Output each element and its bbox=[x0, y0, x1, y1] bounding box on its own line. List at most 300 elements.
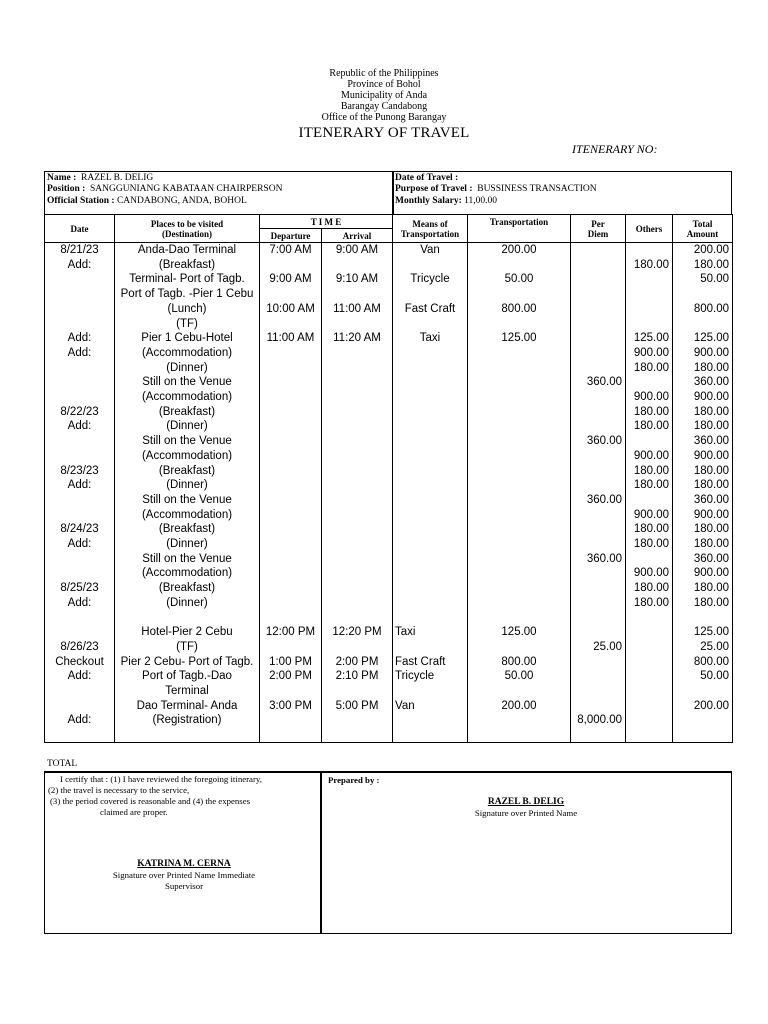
cell-transportation bbox=[468, 537, 571, 552]
cell-departure: 1:00 PM bbox=[260, 655, 322, 670]
cell-perdiem bbox=[571, 243, 626, 258]
header-municipality: Municipality of Anda bbox=[340, 90, 428, 101]
cell-others: 180.00 bbox=[626, 478, 673, 493]
cell-others bbox=[626, 552, 673, 567]
cell-transportation bbox=[468, 596, 571, 611]
cell-total: 900.00 bbox=[673, 508, 733, 523]
cell-transportation bbox=[468, 552, 571, 567]
cell-departure bbox=[260, 611, 322, 626]
cell-arrival bbox=[322, 640, 393, 655]
cell-place: (Breakfast) bbox=[115, 522, 260, 537]
cell-date bbox=[45, 317, 115, 332]
cell-total: 800.00 bbox=[673, 302, 733, 317]
cell-total bbox=[673, 684, 733, 699]
cell-arrival: 2:10 PM bbox=[322, 669, 393, 684]
cell-place: (Registration) bbox=[115, 713, 260, 728]
cell-means: Fast Craft bbox=[393, 655, 468, 670]
cell-means bbox=[393, 419, 468, 434]
cell-means bbox=[393, 405, 468, 420]
info-divider bbox=[392, 171, 394, 215]
cell-date bbox=[45, 434, 115, 449]
cell-date: 8/22/23 bbox=[45, 405, 115, 420]
cell-others bbox=[626, 243, 673, 258]
cell-means bbox=[393, 375, 468, 390]
cell-place: (Dinner) bbox=[115, 478, 260, 493]
cell-departure bbox=[260, 508, 322, 523]
table-row bbox=[45, 493, 733, 508]
cell-arrival: 9:10 AM bbox=[322, 272, 393, 287]
cell-place: (Lunch) bbox=[115, 302, 260, 317]
cell-empty bbox=[626, 728, 673, 743]
cell-perdiem: 360.00 bbox=[571, 434, 626, 449]
cell-departure bbox=[260, 596, 322, 611]
table-row bbox=[45, 713, 733, 728]
cell-total: 25.00 bbox=[673, 640, 733, 655]
cell-arrival bbox=[322, 522, 393, 537]
cell-others: 180.00 bbox=[626, 258, 673, 273]
cell-place: (Accommodation) bbox=[115, 346, 260, 361]
cell-transportation bbox=[468, 478, 571, 493]
col-means-line2: Transportation bbox=[400, 228, 460, 239]
cell-total: 900.00 bbox=[673, 566, 733, 581]
cell-perdiem bbox=[571, 537, 626, 552]
cell-means bbox=[393, 537, 468, 552]
cell-arrival bbox=[322, 317, 393, 332]
cell-means bbox=[393, 640, 468, 655]
cell-others bbox=[626, 713, 673, 728]
cell-total: 180.00 bbox=[673, 405, 733, 420]
cell-total: 360.00 bbox=[673, 552, 733, 567]
cell-others: 125.00 bbox=[626, 331, 673, 346]
cell-date: Add: bbox=[45, 258, 115, 273]
cell-arrival bbox=[322, 346, 393, 361]
cell-place: (Accommodation) bbox=[115, 508, 260, 523]
cell-place: (Accommodation) bbox=[115, 566, 260, 581]
table-row bbox=[45, 302, 733, 317]
cell-total: 800.00 bbox=[673, 655, 733, 670]
cell-departure bbox=[260, 346, 322, 361]
preparer-signature bbox=[322, 797, 730, 819]
cell-place: (Dinner) bbox=[115, 596, 260, 611]
cell-transportation bbox=[468, 419, 571, 434]
cell-place: (Dinner) bbox=[115, 537, 260, 552]
cell-means bbox=[393, 508, 468, 523]
cell-departure bbox=[260, 434, 322, 449]
cell-departure bbox=[260, 258, 322, 273]
cell-transportation bbox=[468, 464, 571, 479]
cell-perdiem bbox=[571, 655, 626, 670]
cell-place bbox=[115, 611, 260, 626]
cell-perdiem bbox=[571, 522, 626, 537]
table-row bbox=[45, 625, 733, 640]
table-row bbox=[45, 640, 733, 655]
cell-total: 125.00 bbox=[673, 625, 733, 640]
cell-means bbox=[393, 611, 468, 626]
cell-transportation bbox=[468, 640, 571, 655]
cell-departure bbox=[260, 713, 322, 728]
cell-date bbox=[45, 272, 115, 287]
cell-means bbox=[393, 258, 468, 273]
cell-date bbox=[45, 361, 115, 376]
salary-row bbox=[395, 196, 497, 208]
cell-means bbox=[393, 287, 468, 302]
table-row bbox=[45, 611, 733, 626]
cell-date: Add: bbox=[45, 713, 115, 728]
cell-means bbox=[393, 464, 468, 479]
cell-perdiem bbox=[571, 508, 626, 523]
cell-perdiem bbox=[571, 625, 626, 640]
prepared-by-label: Prepared by : bbox=[328, 775, 380, 785]
col-departure: Departure bbox=[260, 229, 322, 243]
cell-others bbox=[626, 287, 673, 302]
cell-place: (TF) bbox=[115, 640, 260, 655]
cell-others bbox=[626, 317, 673, 332]
table-row bbox=[45, 449, 733, 464]
cell-transportation: 200.00 bbox=[468, 699, 571, 714]
cell-others bbox=[626, 611, 673, 626]
cell-transportation: 50.00 bbox=[468, 669, 571, 684]
cell-place: Port of Tagb.-Dao bbox=[115, 669, 260, 684]
cell-others: 900.00 bbox=[626, 508, 673, 523]
cell-departure: 11:00 AM bbox=[260, 331, 322, 346]
cell-perdiem bbox=[571, 464, 626, 479]
header-barangay: Barangay Candabong bbox=[340, 101, 428, 112]
cell-departure bbox=[260, 390, 322, 405]
cell-date bbox=[45, 287, 115, 302]
cell-transportation bbox=[468, 317, 571, 332]
cell-means bbox=[393, 596, 468, 611]
cell-place: (Dinner) bbox=[115, 361, 260, 376]
document-title: ITENERARY OF TRAVEL bbox=[298, 125, 470, 141]
cell-date: Add: bbox=[45, 669, 115, 684]
cell-others: 900.00 bbox=[626, 449, 673, 464]
cell-departure bbox=[260, 537, 322, 552]
table-row bbox=[45, 361, 733, 376]
cell-perdiem bbox=[571, 331, 626, 346]
cell-departure bbox=[260, 375, 322, 390]
cell-arrival bbox=[322, 596, 393, 611]
cell-means bbox=[393, 434, 468, 449]
position-label: Position : bbox=[47, 184, 86, 194]
cell-perdiem bbox=[571, 611, 626, 626]
cell-date: Add: bbox=[45, 596, 115, 611]
cell-transportation bbox=[468, 713, 571, 728]
cell-perdiem bbox=[571, 699, 626, 714]
table-row bbox=[45, 699, 733, 714]
cell-arrival bbox=[322, 581, 393, 596]
table-row bbox=[45, 552, 733, 567]
certification-line3: (3) the period covered is reasonable and (4) the expenses bbox=[50, 796, 251, 806]
cell-place: Hotel-Pier 2 Cebu bbox=[115, 625, 260, 640]
col-time: T I M E bbox=[260, 215, 393, 229]
cell-perdiem bbox=[571, 581, 626, 596]
cell-perdiem bbox=[571, 449, 626, 464]
col-perdiem-line2: Diem bbox=[587, 228, 609, 239]
cell-arrival: 12:20 PM bbox=[322, 625, 393, 640]
col-date: Date bbox=[45, 215, 115, 243]
cell-date: Add: bbox=[45, 537, 115, 552]
cell-others bbox=[626, 655, 673, 670]
cell-arrival: 9:00 AM bbox=[322, 243, 393, 258]
station-row bbox=[47, 196, 247, 208]
date-row bbox=[395, 173, 458, 185]
cell-departure bbox=[260, 464, 322, 479]
cell-arrival: 11:20 AM bbox=[322, 331, 393, 346]
cell-departure: 10:00 AM bbox=[260, 302, 322, 317]
cell-total: 200.00 bbox=[673, 699, 733, 714]
cell-departure: 3:00 PM bbox=[260, 699, 322, 714]
cell-place: Still on the Venue bbox=[115, 434, 260, 449]
cell-total bbox=[673, 287, 733, 302]
station-label: Official Station : bbox=[47, 196, 115, 206]
cell-total: 180.00 bbox=[673, 596, 733, 611]
cell-others: 180.00 bbox=[626, 581, 673, 596]
name-value: RAZEL B. DELIG bbox=[81, 173, 154, 183]
header-republic: Republic of the Philippines bbox=[329, 68, 439, 79]
cell-transportation bbox=[468, 684, 571, 699]
cell-transportation: 50.00 bbox=[468, 272, 571, 287]
supervisor-signature bbox=[48, 859, 320, 892]
cell-transportation bbox=[468, 287, 571, 302]
cell-arrival bbox=[322, 449, 393, 464]
cell-total: 360.00 bbox=[673, 493, 733, 508]
cell-departure: 9:00 AM bbox=[260, 272, 322, 287]
table-row bbox=[45, 287, 733, 302]
total-label: TOTAL bbox=[47, 759, 78, 769]
date-label: Date of Travel : bbox=[395, 173, 459, 183]
cell-place: Still on the Venue bbox=[115, 375, 260, 390]
cell-total bbox=[673, 713, 733, 728]
cell-others: 900.00 bbox=[626, 566, 673, 581]
cell-date bbox=[45, 493, 115, 508]
supervisor-caption-2: Supervisor bbox=[164, 881, 204, 891]
cell-empty bbox=[468, 728, 571, 743]
cell-transportation: 125.00 bbox=[468, 625, 571, 640]
cell-perdiem bbox=[571, 346, 626, 361]
cell-date bbox=[45, 552, 115, 567]
cell-total: 180.00 bbox=[673, 522, 733, 537]
cell-date: 8/24/23 bbox=[45, 522, 115, 537]
cell-arrival: 2:00 PM bbox=[322, 655, 393, 670]
cell-perdiem: 25.00 bbox=[571, 640, 626, 655]
cell-arrival bbox=[322, 684, 393, 699]
col-total-line2: Amount bbox=[686, 228, 719, 239]
cell-means bbox=[393, 317, 468, 332]
col-arrival: Arrival bbox=[322, 229, 393, 243]
purpose-row bbox=[395, 184, 597, 196]
cell-others bbox=[626, 493, 673, 508]
cell-perdiem bbox=[571, 272, 626, 287]
cell-arrival bbox=[322, 258, 393, 273]
cell-total: 200.00 bbox=[673, 243, 733, 258]
cell-total bbox=[673, 611, 733, 626]
cell-others: 180.00 bbox=[626, 464, 673, 479]
cell-date bbox=[45, 390, 115, 405]
cell-total: 180.00 bbox=[673, 464, 733, 479]
cell-departure bbox=[260, 581, 322, 596]
cell-total: 125.00 bbox=[673, 331, 733, 346]
cell-date bbox=[45, 302, 115, 317]
col-places-line2: (Destination) bbox=[162, 228, 212, 239]
cell-date: Add: bbox=[45, 331, 115, 346]
table-row bbox=[45, 581, 733, 596]
cell-arrival bbox=[322, 405, 393, 420]
cell-means: Tricycle bbox=[393, 272, 468, 287]
purpose-value: BUSSINESS TRANSACTION bbox=[477, 184, 597, 194]
cell-perdiem bbox=[571, 419, 626, 434]
cell-empty bbox=[260, 728, 322, 743]
cell-means bbox=[393, 581, 468, 596]
table-row bbox=[45, 464, 733, 479]
cell-means: Van bbox=[393, 243, 468, 258]
cell-place: (TF) bbox=[115, 317, 260, 332]
col-perdiem-line1: Per bbox=[591, 218, 605, 229]
position-row bbox=[47, 184, 282, 196]
cell-arrival bbox=[322, 713, 393, 728]
cell-arrival bbox=[322, 537, 393, 552]
cell-means bbox=[393, 552, 468, 567]
cell-date bbox=[45, 375, 115, 390]
cell-perdiem bbox=[571, 287, 626, 302]
table-row bbox=[45, 331, 733, 346]
cell-others: 180.00 bbox=[626, 596, 673, 611]
cell-place: Pier 1 Cebu-Hotel bbox=[115, 331, 260, 346]
col-total bbox=[673, 215, 733, 243]
header-office: Office of the Punong Barangay bbox=[321, 112, 447, 123]
cell-arrival: 11:00 AM bbox=[322, 302, 393, 317]
cell-place: Anda-Dao Terminal bbox=[115, 243, 260, 258]
cell-empty bbox=[673, 728, 733, 743]
cell-place: Port of Tagb. -Pier 1 Cebu bbox=[115, 287, 260, 302]
cell-means bbox=[393, 478, 468, 493]
supervisor-caption-1: Signature over Printed Name Immediate bbox=[112, 870, 256, 880]
table-row bbox=[45, 566, 733, 581]
cell-transportation bbox=[468, 390, 571, 405]
cell-perdiem bbox=[571, 361, 626, 376]
position-value: SANGGUNIANG KABATAAN CHAIRPERSON bbox=[90, 184, 283, 194]
itenerary-number-label: ITENERARY NO: bbox=[572, 142, 658, 156]
cell-transportation bbox=[468, 258, 571, 273]
cell-perdiem: 360.00 bbox=[571, 493, 626, 508]
col-places-line1: Places to be visited bbox=[150, 218, 224, 229]
cell-means bbox=[393, 566, 468, 581]
table-row bbox=[45, 346, 733, 361]
table-row bbox=[45, 508, 733, 523]
cell-date: Checkout bbox=[45, 655, 115, 670]
cell-arrival bbox=[322, 390, 393, 405]
cell-date: 8/25/23 bbox=[45, 581, 115, 596]
cell-means bbox=[393, 361, 468, 376]
cell-date: 8/23/23 bbox=[45, 464, 115, 479]
cell-departure: 12:00 PM bbox=[260, 625, 322, 640]
cell-others bbox=[626, 302, 673, 317]
cell-means bbox=[393, 684, 468, 699]
table-row bbox=[45, 669, 733, 684]
cell-perdiem bbox=[571, 478, 626, 493]
cell-total: 50.00 bbox=[673, 669, 733, 684]
cell-arrival bbox=[322, 566, 393, 581]
cell-perdiem: 8,000.00 bbox=[571, 713, 626, 728]
cell-departure bbox=[260, 493, 322, 508]
cell-others: 900.00 bbox=[626, 346, 673, 361]
cell-perdiem bbox=[571, 669, 626, 684]
cell-others: 180.00 bbox=[626, 405, 673, 420]
cell-transportation bbox=[468, 508, 571, 523]
cell-total: 180.00 bbox=[673, 258, 733, 273]
cell-transportation: 125.00 bbox=[468, 331, 571, 346]
cell-perdiem: 360.00 bbox=[571, 375, 626, 390]
cell-means: Fast Craft bbox=[393, 302, 468, 317]
cell-means: Taxi bbox=[393, 331, 468, 346]
table-row bbox=[45, 522, 733, 537]
preparer-name: RAZEL B. DELIG bbox=[487, 797, 565, 807]
table-row bbox=[45, 390, 733, 405]
certification-line1: I certify that : (1) I have reviewed the foregoing itinerary, bbox=[60, 774, 262, 784]
cell-means: Tricycle bbox=[393, 669, 468, 684]
table-row bbox=[45, 258, 733, 273]
cell-place: (Breakfast) bbox=[115, 464, 260, 479]
table-filler-row bbox=[45, 728, 733, 743]
cell-place: (Breakfast) bbox=[115, 405, 260, 420]
cell-arrival bbox=[322, 434, 393, 449]
table-row bbox=[45, 405, 733, 420]
cell-arrival: 5:00 PM bbox=[322, 699, 393, 714]
cell-total: 180.00 bbox=[673, 361, 733, 376]
cell-departure: 2:00 PM bbox=[260, 669, 322, 684]
cell-arrival bbox=[322, 419, 393, 434]
certification-text bbox=[48, 774, 320, 818]
cell-perdiem bbox=[571, 596, 626, 611]
cell-others bbox=[626, 699, 673, 714]
cell-others: 900.00 bbox=[626, 390, 673, 405]
cell-arrival bbox=[322, 361, 393, 376]
certification-line4: claimed are proper. bbox=[100, 807, 168, 817]
cell-total: 360.00 bbox=[673, 375, 733, 390]
cell-date bbox=[45, 684, 115, 699]
cell-transportation bbox=[468, 405, 571, 420]
cell-arrival bbox=[322, 478, 393, 493]
cell-transportation: 800.00 bbox=[468, 655, 571, 670]
cell-total: 180.00 bbox=[673, 419, 733, 434]
purpose-label: Purpose of Travel : bbox=[395, 184, 473, 194]
cell-departure bbox=[260, 317, 322, 332]
table-row bbox=[45, 684, 733, 699]
table-row bbox=[45, 317, 733, 332]
table-row bbox=[45, 375, 733, 390]
cell-place: (Breakfast) bbox=[115, 581, 260, 596]
cell-total: 900.00 bbox=[673, 346, 733, 361]
cell-date bbox=[45, 699, 115, 714]
table-row bbox=[45, 537, 733, 552]
cell-place: (Accommodation) bbox=[115, 449, 260, 464]
cell-empty bbox=[322, 728, 393, 743]
cell-total: 180.00 bbox=[673, 478, 733, 493]
cell-transportation bbox=[468, 434, 571, 449]
cell-arrival bbox=[322, 611, 393, 626]
table-row bbox=[45, 419, 733, 434]
cell-total bbox=[673, 317, 733, 332]
table-row bbox=[45, 655, 733, 670]
cell-others bbox=[626, 272, 673, 287]
cell-others: 180.00 bbox=[626, 537, 673, 552]
cell-departure bbox=[260, 684, 322, 699]
cell-place: Still on the Venue bbox=[115, 493, 260, 508]
cell-others bbox=[626, 434, 673, 449]
cell-date: Add: bbox=[45, 478, 115, 493]
cell-others bbox=[626, 625, 673, 640]
itinerary-rows bbox=[45, 243, 733, 743]
cell-perdiem: 360.00 bbox=[571, 552, 626, 567]
